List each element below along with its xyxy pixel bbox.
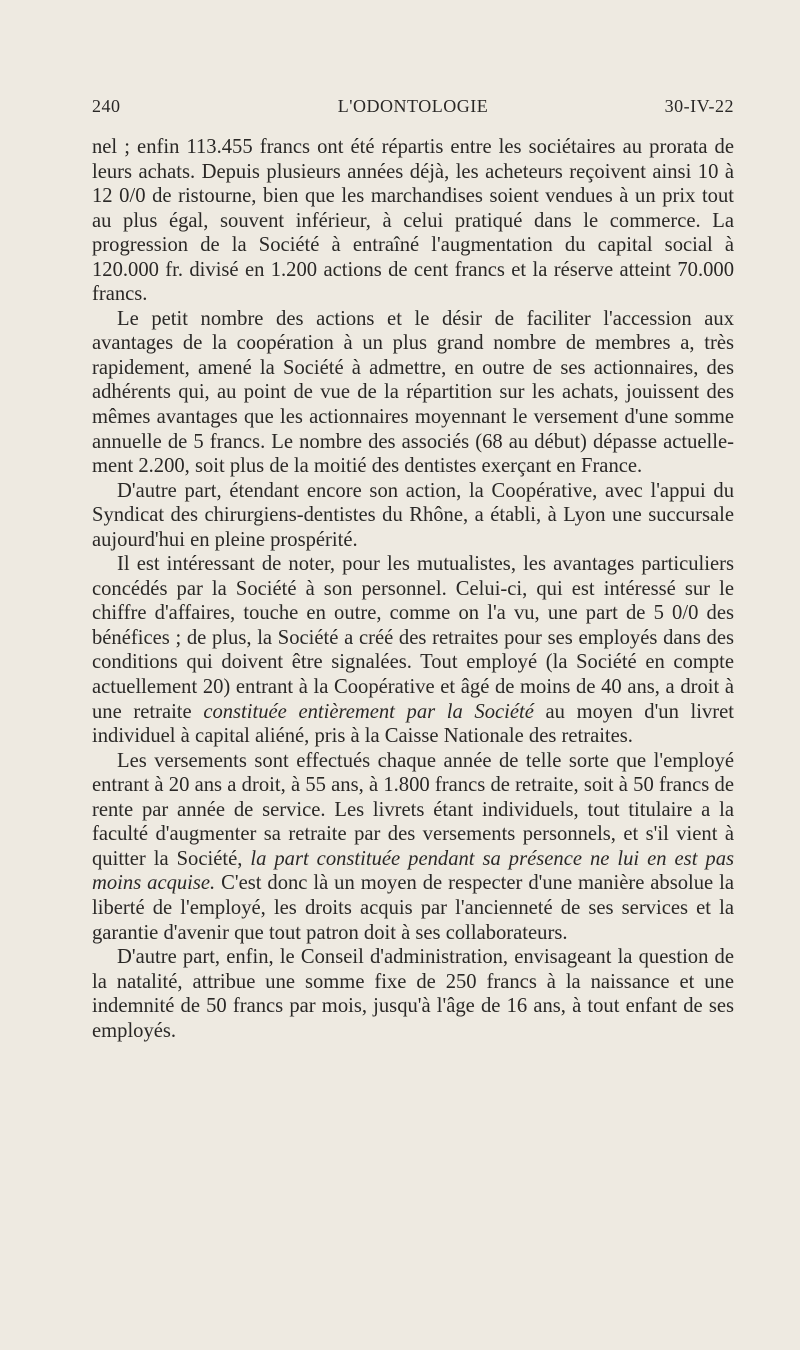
issue-date: 30-IV-22 [664, 96, 734, 116]
paragraph-4-text-before: Il est intéressant de noter, pour les mutualistes, les avantages particuliers concédés par la Société à son personnel. Celui-ci, qui est intéressé sur le chiffre d'affaires, touche en outre, comme on l'a vu, une part de 5 0/0 des bénéfices ; de plus, la Société a créé des retraites pour ses employés dans des conditions qui doivent être signalées. Tout employé (la Société en compte actuellement 20) entrant à la Coopérative et âgé de moins de 40 ans, a droit à une retraite [92, 553, 734, 723]
journal-title: L'ODONTOLOGIE [337, 96, 489, 116]
paragraph-2: Le petit nombre des actions et le désir de faciliter l'accession aux avantages de la coopération à un plus grand nombre de membres a, très rapidement, amené la Société à admettre, en outre de ses actionnaires, des adhérents qui, au point de vue de la répartition sur les achats, jouissent des mêmes avantages que les actionnaires moyennant le versement d'une somme annuelle de 5 francs. Le nombre des associés (68 au début) dépasse actuellement 2.200, soit plus de la moitié des dentistes exerçant en France. [92, 307, 734, 478]
paragraph-4 [92, 552, 734, 748]
page-number: 240 [92, 96, 121, 116]
paragraph-4-italic: constituée entièrement par la Société [203, 700, 534, 723]
paragraph-1: nel ; enfin 113.455 francs ont été répartis entre les sociétaires au prorata de leurs achats. Depuis plusieurs années déjà, les acheteurs reçoivent ainsi 10 à 12 0/0 de ristourne, bien que les marchandises soient vendues à un prix tout au plus égal, souvent inférieur, à celui pratiqué dans le commerce. La progression de la Société à entraîné l'augmentation du capital social à 120.000 fr. divisé en 1.200 actions de cent francs et la réserve atteint 70.000 francs. [92, 136, 734, 306]
paragraph-6: D'autre part, enfin, le Conseil d'administration, envisageant la question de la natalité, attribue une somme fixe de 250 francs à la naissance et une indemnité de 50 francs par mois, jusqu'à l'âge de 16 ans, à tout enfant de ses employés. [92, 946, 734, 1042]
paragraph-4-text-after: au moyen d'un livret individuel à capital aliéné, pris à la Caisse Nationale des retraites. [92, 700, 734, 748]
paragraph-3: D'autre part, étendant encore son action, la Coopérative, avec l'appui du Syndicat des chirurgiens-dentistes du Rhône, a établi, à Lyon une succursale aujourd'hui en pleine prospérité. [92, 479, 734, 551]
paragraph-5-italic: la part constituée pendant sa présence ne lui en est pas moins acquise. [92, 847, 735, 895]
running-header [92, 96, 734, 124]
paragraph-5-text-after: C'est donc là un moyen de respecter d'une manière absolue la liberté de l'employé, les droits acquis par l'ancienneté de ses services et la garantie d'avenir que tout patron doit à ses collaborateurs. [92, 872, 734, 944]
paragraph-5-text-before: Les versements sont effectués chaque année de telle sorte que l'employé entrant à 20 ans a droit, à 55 ans, à 1.800 francs de retraite, soit à 50 francs de rente par année de service. Les livrets étant individuels, tout titulaire a la faculté d'augmenter sa retraite par des versements personnels, et s'il vient à quitter la Société, [92, 749, 734, 870]
body-text [92, 135, 734, 1043]
paragraph-5 [92, 749, 734, 945]
